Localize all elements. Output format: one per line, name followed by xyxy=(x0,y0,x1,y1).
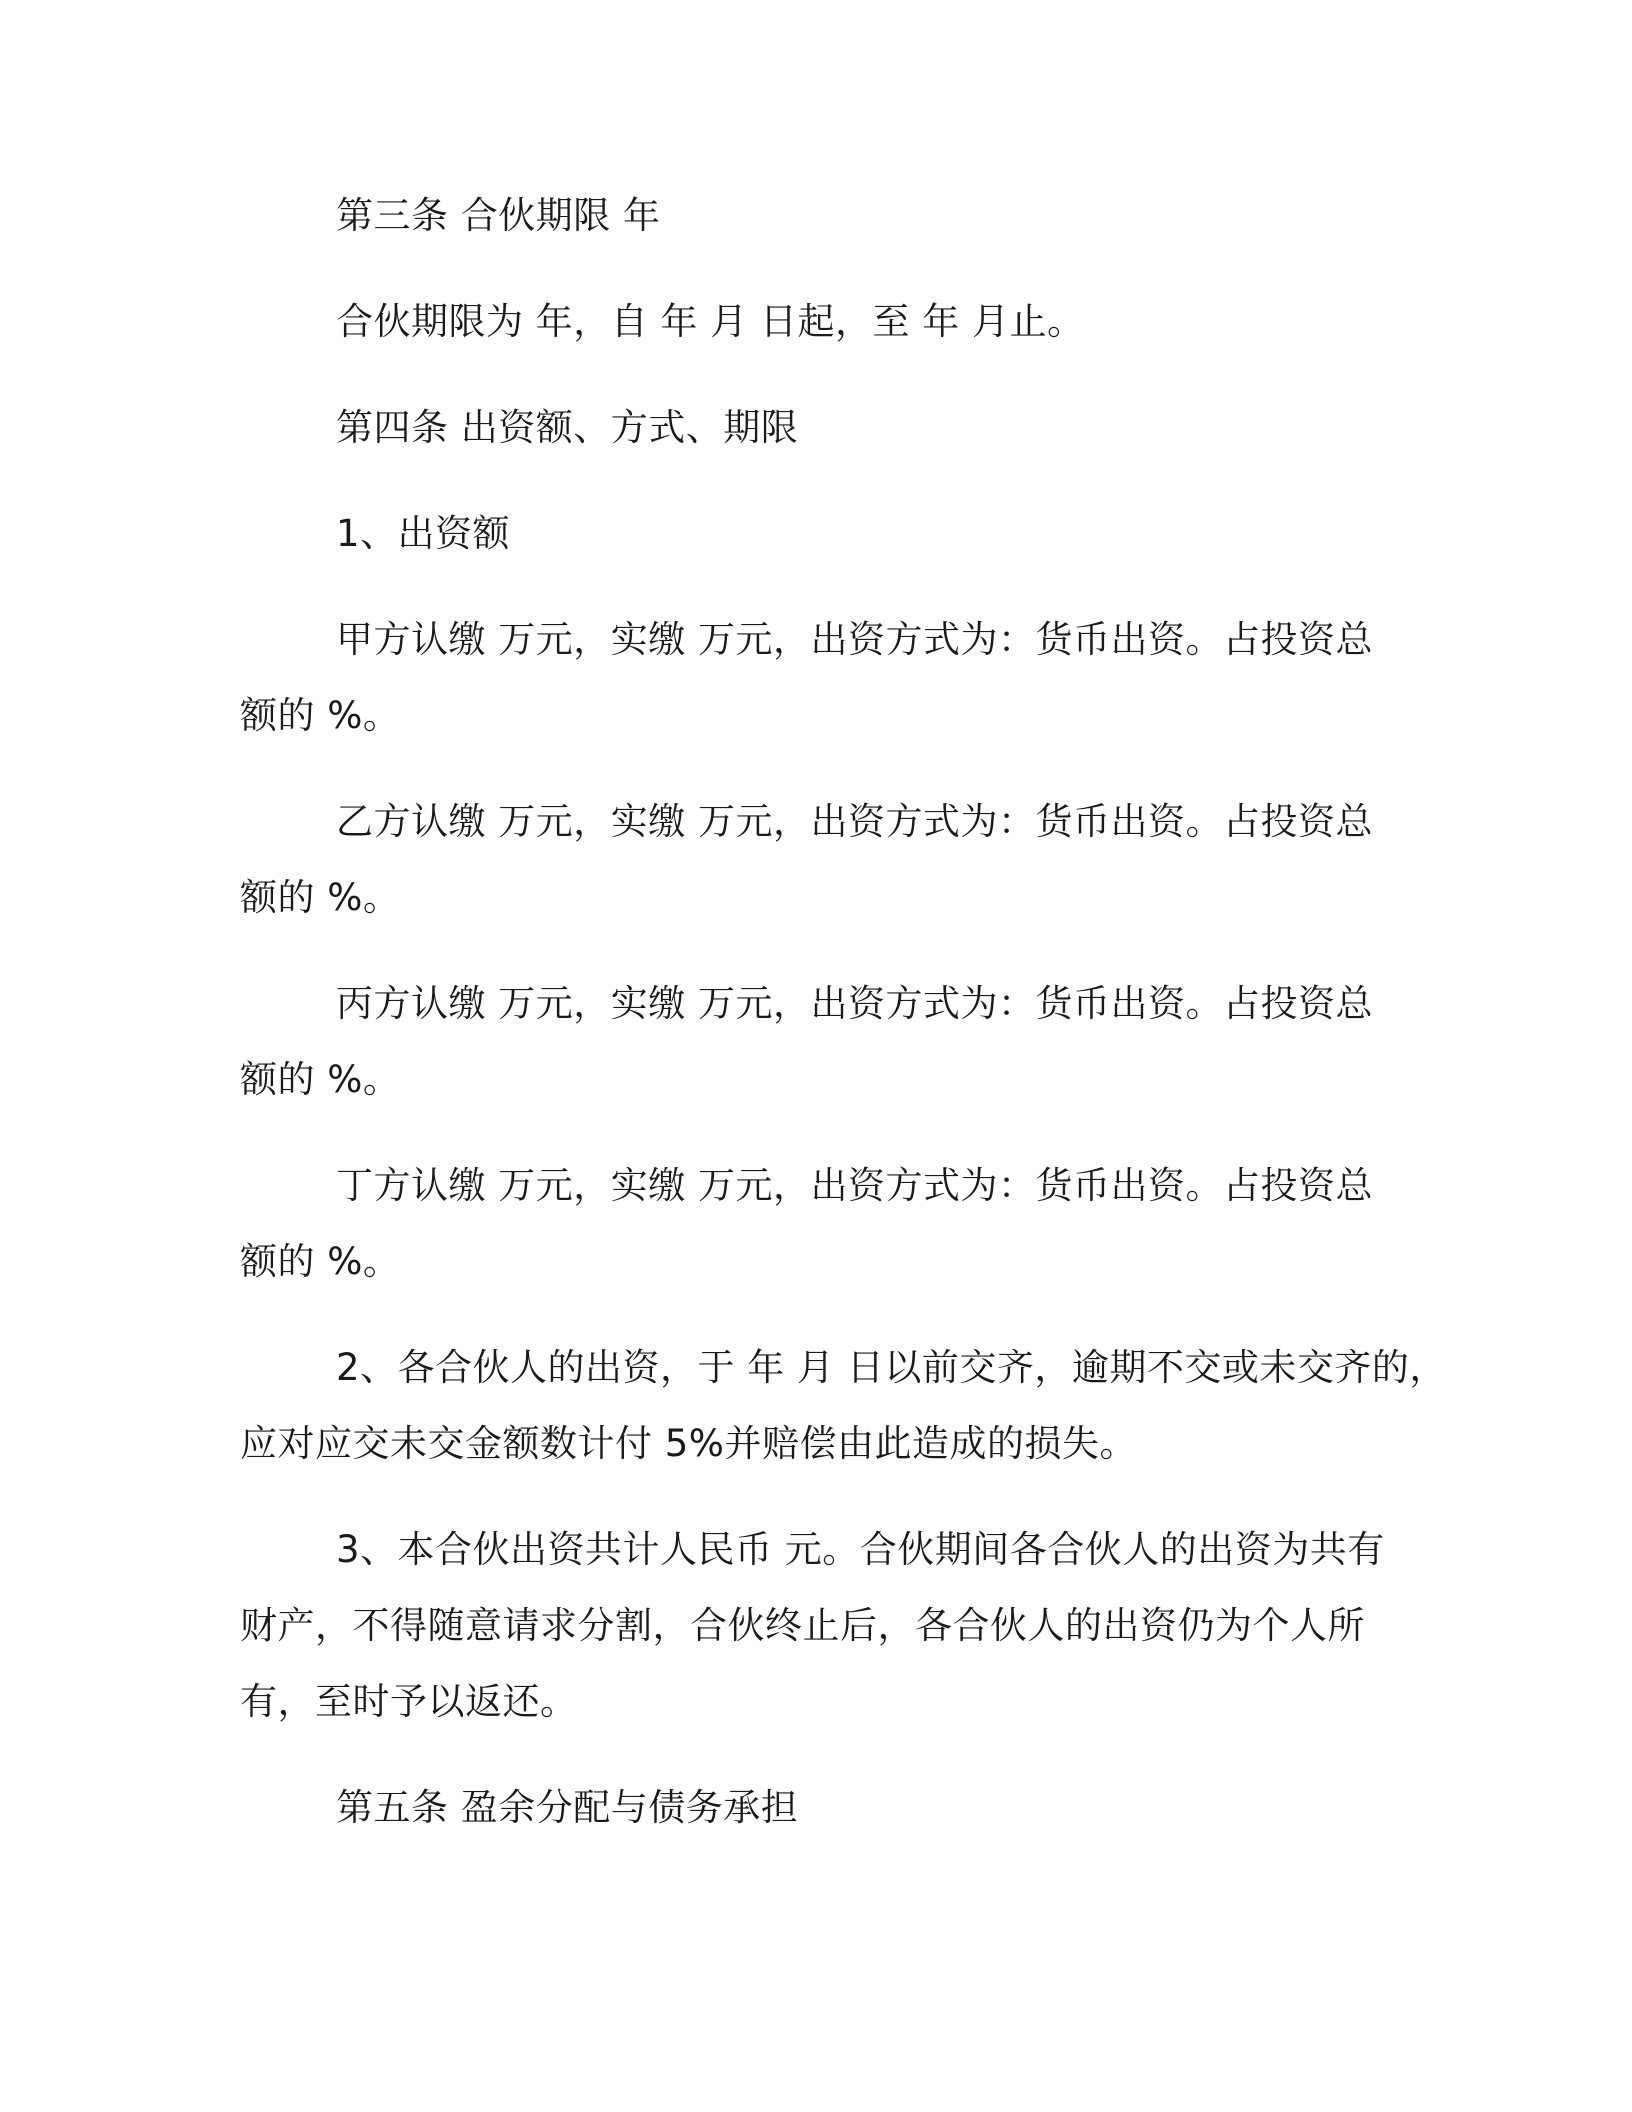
paragraph-line: 丁方认缴 万元，实缴 万元，出资方式为：货币出资。占投资总 xyxy=(336,1164,1374,1207)
paragraph-item2 xyxy=(240,1330,1447,1482)
paragraph-line: 额的 %。 xyxy=(240,1240,401,1283)
paragraph-line: 额的 %。 xyxy=(240,876,401,919)
article4-title: 第四条 出资额、方式、期限 xyxy=(336,406,799,449)
paragraph-line: 2、各合伙人的出资，于 年 月 日以前交齐，逾期不交或未交齐的， xyxy=(336,1346,1447,1389)
paragraph-line: 财产，不得随意请求分割，合伙终止后，各合伙人的出资仍为个人所 xyxy=(240,1604,1365,1647)
paragraph-line: 丙方认缴 万元，实缴 万元，出资方式为：货币出资。占投资总 xyxy=(336,982,1374,1025)
paragraph-line: 额的 %。 xyxy=(240,694,401,737)
article5-title: 第五条 盈余分配与债务承担 xyxy=(336,1786,799,1829)
article3-body: 合伙期限为 年，自 年 月 日起，至 年 月止。 xyxy=(336,300,1085,343)
paragraph-line: 乙方认缴 万元，实缴 万元，出资方式为：货币出资。占投资总 xyxy=(336,800,1374,843)
paragraph-line: 应对应交未交金额数计付 5%并赔偿由此造成的损失。 xyxy=(240,1422,1137,1465)
paragraph-party-ding xyxy=(240,1148,1400,1300)
paragraph-party-yi xyxy=(240,784,1400,936)
paragraph-line: 3、本合伙出资共计人民币 元。合伙期间各合伙人的出资为共有 xyxy=(336,1528,1385,1571)
paragraph-line: 有，至时予以返还。 xyxy=(240,1680,578,1723)
item1-title: 1、出资额 xyxy=(336,512,511,555)
paragraph-line: 甲方认缴 万元，实缴 万元，出资方式为：货币出资。占投资总 xyxy=(336,618,1374,661)
paragraph-line: 额的 %。 xyxy=(240,1058,401,1101)
article3-title: 第三条 合伙期限 年 xyxy=(336,194,661,237)
document-page xyxy=(240,178,1447,1846)
paragraph-party-jia xyxy=(240,602,1400,754)
paragraph-item3 xyxy=(240,1512,1400,1740)
paragraph-party-bing xyxy=(240,966,1400,1118)
